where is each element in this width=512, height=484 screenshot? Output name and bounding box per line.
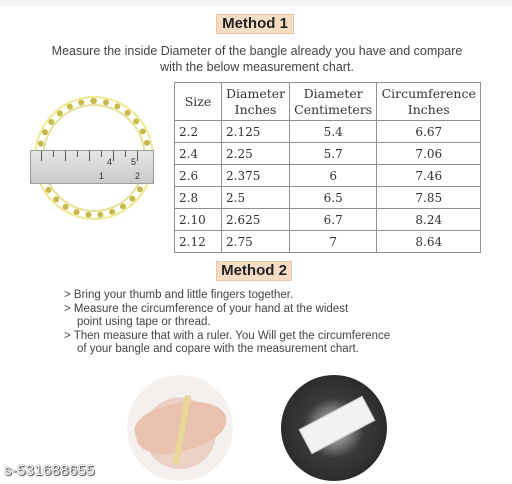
table-row (175, 187, 481, 209)
cell-diameter-cm: 5.4 (290, 121, 377, 143)
table-row (175, 231, 481, 253)
cell-diameter-cm: 7 (290, 231, 377, 253)
top-bar (0, 0, 512, 6)
header-diameter-inches: Diameter Inches (222, 83, 290, 121)
measurement-chart (174, 82, 481, 253)
ruler-number: 2 (135, 171, 141, 181)
cell-diameter-cm: 6 (290, 165, 377, 187)
header-size: Size (175, 83, 222, 121)
cell-circumference: 8.64 (377, 231, 481, 253)
bullet-measure-hand-2: point using tape or thread. (77, 316, 211, 329)
table-row (175, 165, 481, 187)
ruler-shape (299, 396, 376, 455)
ruler-tick (53, 151, 54, 157)
ruler-tick (65, 151, 66, 161)
cell-size: 2.8 (175, 187, 222, 209)
table-row (175, 209, 481, 231)
ruler-tick (137, 151, 138, 161)
image-id-watermark: s-531688655 (4, 462, 95, 479)
bullet-measure-hand-1: > Measure the circumference of your hand at the widest (64, 302, 349, 315)
ruler-number: 4 (107, 157, 113, 167)
table-header-row (175, 83, 481, 121)
header-diameter-centimeters: Diameter Centimeters (290, 83, 377, 121)
cell-diameter-cm: 6.7 (290, 209, 377, 231)
cell-size: 2.12 (175, 231, 222, 253)
cell-circumference: 6.67 (377, 121, 481, 143)
ruler-measuring-photo (281, 375, 387, 481)
cell-circumference: 7.46 (377, 165, 481, 187)
ruler-tick (77, 151, 78, 157)
cell-size: 2.10 (175, 209, 222, 231)
bullet-ruler-2: of your bangle and copare with the measurement chart. (77, 343, 359, 356)
method-1-instructions (22, 43, 492, 75)
method-2-heading: Method 2 (216, 261, 292, 281)
cell-diameter-inches: 2.625 (222, 209, 290, 231)
method-1-heading: Method 1 (216, 14, 294, 34)
cell-circumference: 7.85 (377, 187, 481, 209)
ruler-number: 5 (131, 157, 137, 167)
ruler-tick (101, 151, 102, 157)
intro-line-1: Measure the inside Diameter of the bangle already you have and compare (51, 44, 463, 58)
cell-size: 2.4 (175, 143, 222, 165)
cell-diameter-inches: 2.375 (222, 165, 290, 187)
cell-diameter-inches: 2.75 (222, 231, 290, 253)
cell-diameter-cm: 6.5 (290, 187, 377, 209)
bullet-thumb-fingers: > Bring your thumb and little fingers together. (64, 289, 294, 301)
header-circumference-inches: Circumference Inches (377, 83, 481, 121)
ruler-tick (113, 151, 114, 161)
cell-circumference: 8.24 (377, 209, 481, 231)
cell-diameter-inches: 2.25 (222, 143, 290, 165)
intro-line-2: with the below measurement chart. (160, 60, 354, 74)
cell-size: 2.6 (175, 165, 222, 187)
table-row (175, 143, 481, 165)
cell-diameter-cm: 5.7 (290, 143, 377, 165)
ruler-tick (125, 151, 126, 157)
table-row (175, 121, 481, 143)
cell-size: 2.2 (175, 121, 222, 143)
hand-measuring-photo (127, 375, 233, 481)
bullet-ruler-1: > Then measure that with a ruler. You Will get the circumference (64, 329, 391, 342)
ruler-number: 1 (99, 171, 105, 181)
ruler-illustration (30, 150, 154, 184)
cell-circumference: 7.06 (377, 143, 481, 165)
cell-diameter-inches: 2.5 (222, 187, 290, 209)
ruler-tick (41, 151, 42, 161)
ruler-tick (89, 151, 90, 161)
method-2-instructions (64, 289, 484, 357)
cell-diameter-inches: 2.125 (222, 121, 290, 143)
